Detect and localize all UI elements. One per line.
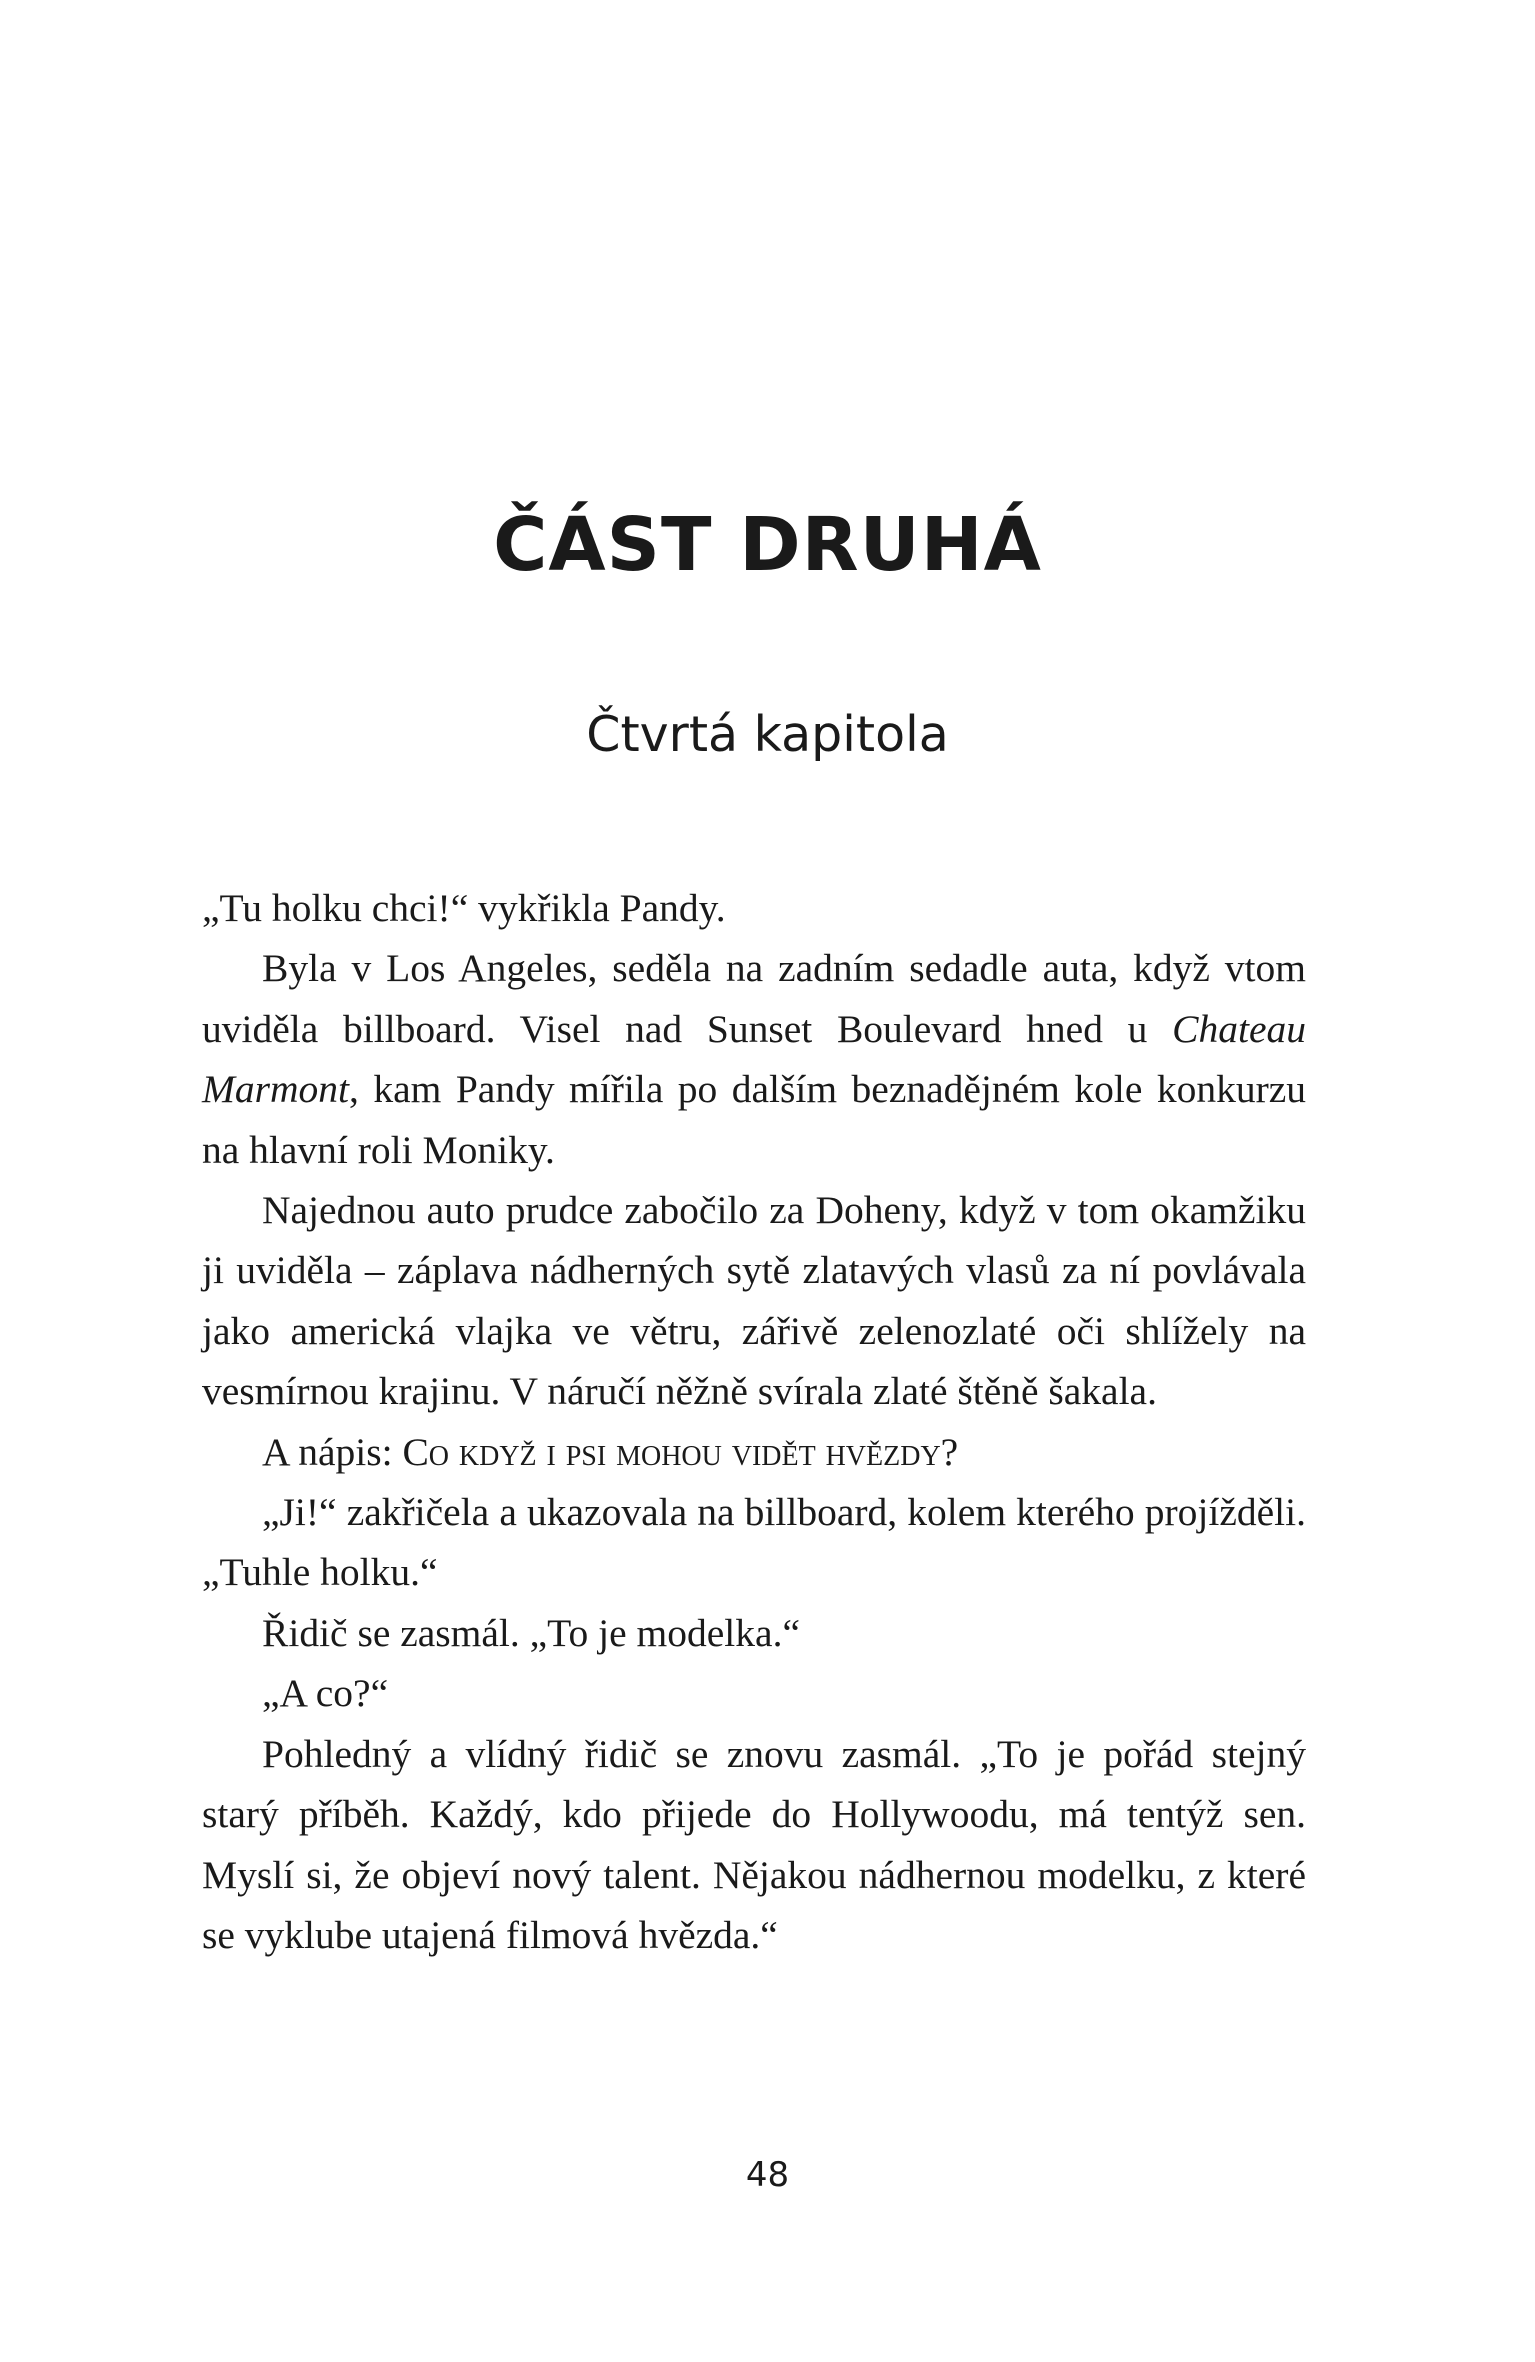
part-title: ČÁST DRUHÁ xyxy=(493,502,1042,588)
paragraph xyxy=(202,1422,1306,1482)
paragraph: Řidič se zasmál. „To je modelka.“ xyxy=(262,1610,800,1655)
paragraph xyxy=(202,938,1306,1180)
chapter-body xyxy=(202,878,1306,1965)
chapter-title: Čtvrtá kapitola xyxy=(586,706,949,763)
paragraph-text: , kam Pandy mířila po dalším beznadějném kole konkurzu na hlavní roli Moniky. xyxy=(202,1067,1306,1172)
italic-place-name: Chateau Marmont xyxy=(202,1006,1306,1112)
paragraph: Pohledný a vlídný řidič se znovu zasmál. „To je pořád stejný starý příběh. Každý, kdo přijede do Hollywoodu, má tentýž sen. Myslí si, že objeví nový talent. Nějakou nádhernou modelku, z které se vyklube utajená filmová hvězda.“ xyxy=(202,1731,1306,1957)
paragraph: „Ji!“ zakřičela a ukazovala na billboard, kolem kterého projížděli. „Tuhle holku.“ xyxy=(202,1490,1306,1595)
paragraph: „A co?“ xyxy=(262,1671,389,1716)
paragraph-text: Byla v Los Angeles, seděla na zadním sedadle auta, když vtom uviděla billboard. Visel nad Sunset Boulevard hned u xyxy=(202,946,1306,1051)
billboard-slogan: Co když i psi mohou vidět hvězdy? xyxy=(402,1429,959,1474)
paragraph: Najednou auto prudce zabočilo za Doheny, když v tom okamžiku ji uviděla – záplava nádherných sytě zlatavých vlasů za ní povlávala jako americká vlajka ve větru, zářivě zelenozlaté oči shlížely na vesmírnou krajinu. V náručí něžně svírala zlaté štěně šakala. xyxy=(202,1188,1306,1414)
paragraph: „Tu holku chci!“ vykřikla Pandy. xyxy=(202,886,726,930)
page-number: 48 xyxy=(745,2155,790,2195)
paragraph-text: A nápis: xyxy=(262,1429,403,1474)
